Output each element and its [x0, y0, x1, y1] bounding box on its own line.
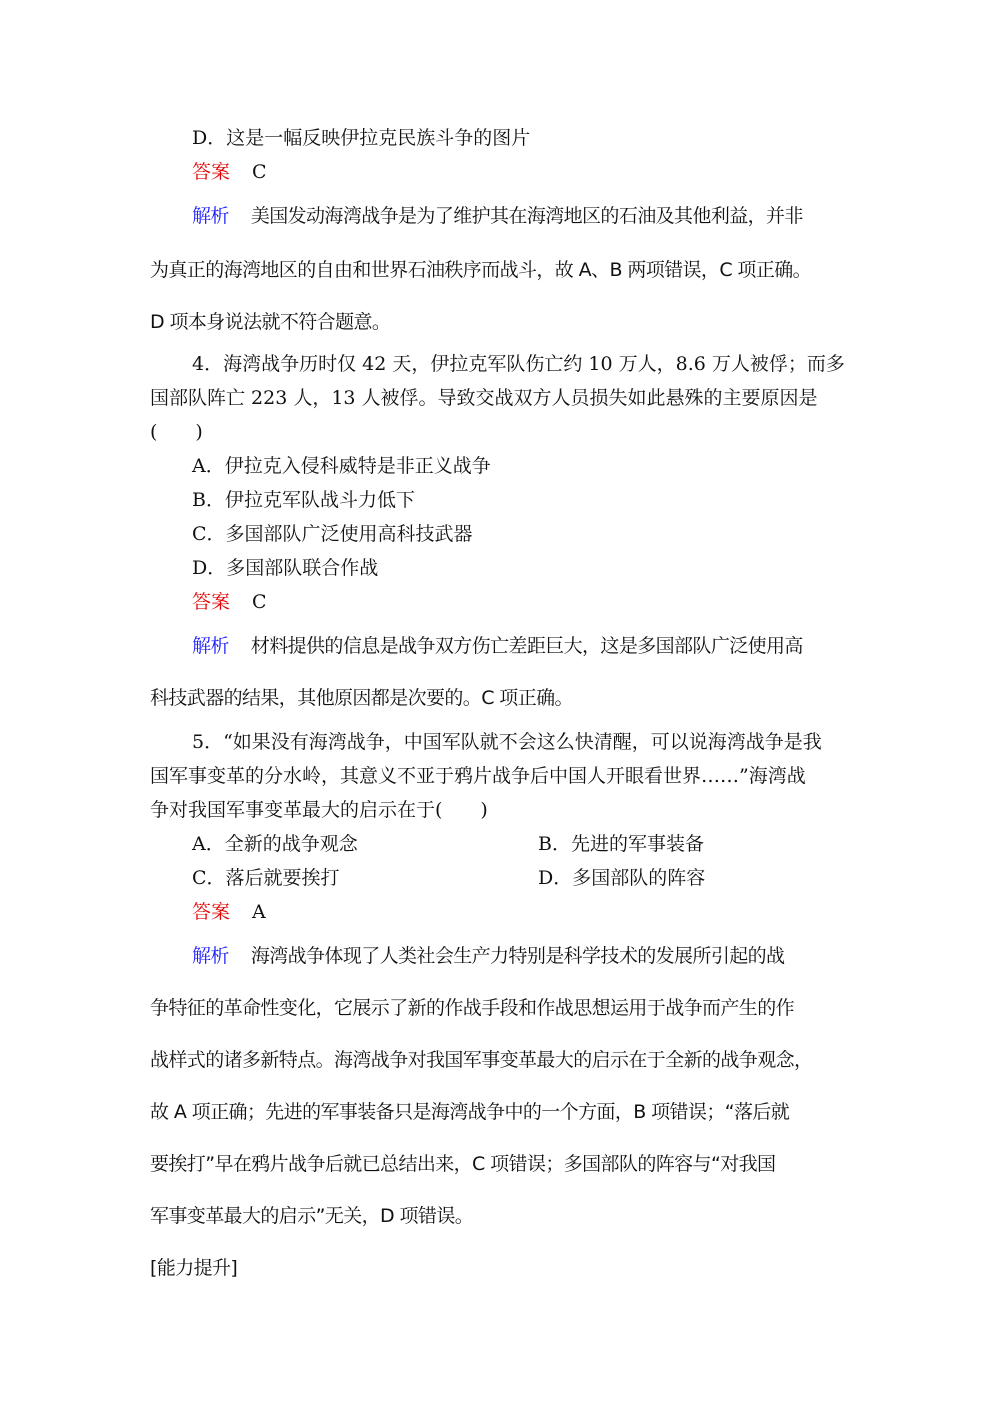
q4-option-d: D．多国部队联合作战	[192, 557, 379, 579]
q5-analysis-line-4: 故 A 项正确；先进的军事装备只是海湾战争中的一个方面，B 项错误；“落后就	[150, 1101, 790, 1123]
answer-label: 答案	[192, 591, 231, 613]
q5-option-c: C．落后就要挨打	[192, 867, 340, 889]
q4-stem-line-1: 4．海湾战争历时仅 42 天，伊拉克军队伤亡约 10 万人，8.6 万人被俘；而多	[192, 353, 845, 375]
answer-value: A	[252, 901, 266, 923]
answer-label: 答案	[192, 161, 231, 183]
answer-value: C	[252, 591, 267, 613]
analysis-label: 解析	[192, 205, 229, 227]
q4-stem-line-2: 国部队阵亡 223 人，13 人被俘。导致交战双方人员损失如此悬殊的主要原因是	[150, 387, 818, 409]
q3-analysis-line-3: D 项本身说法就不符合题意。	[150, 311, 391, 333]
q5-option-d: D．多国部队的阵容	[538, 867, 706, 889]
q5-option-a: A．全新的战争观念	[192, 833, 358, 855]
q5-analysis-line-5: 要挨打”早在鸦片战争后就已总结出来，C 项错误；多国部队的阵容与“对我国	[150, 1153, 776, 1175]
q5-analysis-line-6: 军事变革最大的启示”无关，D 项错误。	[150, 1205, 474, 1227]
q5-analysis-line-2: 争特征的革命性变化，它展示了新的作战手段和作战思想运用于战争而产生的作	[150, 997, 795, 1019]
q4-option-c: C．多国部队广泛使用高科技武器	[192, 523, 473, 545]
q3-analysis-line-2: 为真正的海湾地区的自由和世界石油秩序而战斗，故 A、B 两项错误，C 项正确。	[150, 259, 812, 281]
q5-analysis-line-1: 解析 海湾战争体现了人类社会生产力特别是科学技术的发展所引起的战	[192, 945, 785, 967]
q5-stem-line-1: 5．“如果没有海湾战争，中国军队就不会这么快清醒，可以说海湾战争是我	[192, 731, 822, 753]
answer-value: C	[252, 161, 267, 183]
q5-options-row-2	[192, 866, 892, 890]
q4-option-a: A．伊拉克入侵科威特是非正义战争	[192, 455, 491, 477]
q5-options-row-1	[192, 832, 892, 856]
q3-analysis-line-1: 解析 美国发动海湾战争是为了维护其在海湾地区的石油及其他利益，并非	[192, 205, 803, 227]
q3-answer	[192, 160, 267, 184]
q4-analysis-line-1: 解析 材料提供的信息是战争双方伤亡差距巨大，这是多国部队广泛使用高	[192, 635, 803, 657]
q5-answer	[192, 900, 266, 924]
q5-option-b: B．先进的军事装备	[538, 833, 704, 855]
q4-analysis-line-2: 科技武器的结果，其他原因都是次要的。C 项正确。	[150, 687, 573, 709]
analysis-label: 解析	[192, 945, 229, 967]
answer-label: 答案	[192, 901, 231, 923]
q3-option-d: D．这是一幅反映伊拉克民族斗争的图片	[192, 127, 531, 149]
q5-analysis-line-3: 战样式的诸多新特点。海湾战争对我国军事变革最大的启示在于全新的战争观念，	[150, 1049, 813, 1071]
q4-stem-line-3: ( )	[150, 421, 203, 443]
section-heading: [能力提升]	[150, 1257, 238, 1279]
q4-option-b: B．伊拉克军队战斗力低下	[192, 489, 415, 511]
q4-answer	[192, 590, 267, 614]
analysis-label: 解析	[192, 635, 229, 657]
q5-stem-line-2: 国军事变革的分水岭，其意义不亚于鸦片战争后中国人开眼看世界……”海湾战	[150, 765, 806, 787]
q5-stem-line-3: 争对我国军事变革最大的启示在于( )	[150, 799, 488, 821]
